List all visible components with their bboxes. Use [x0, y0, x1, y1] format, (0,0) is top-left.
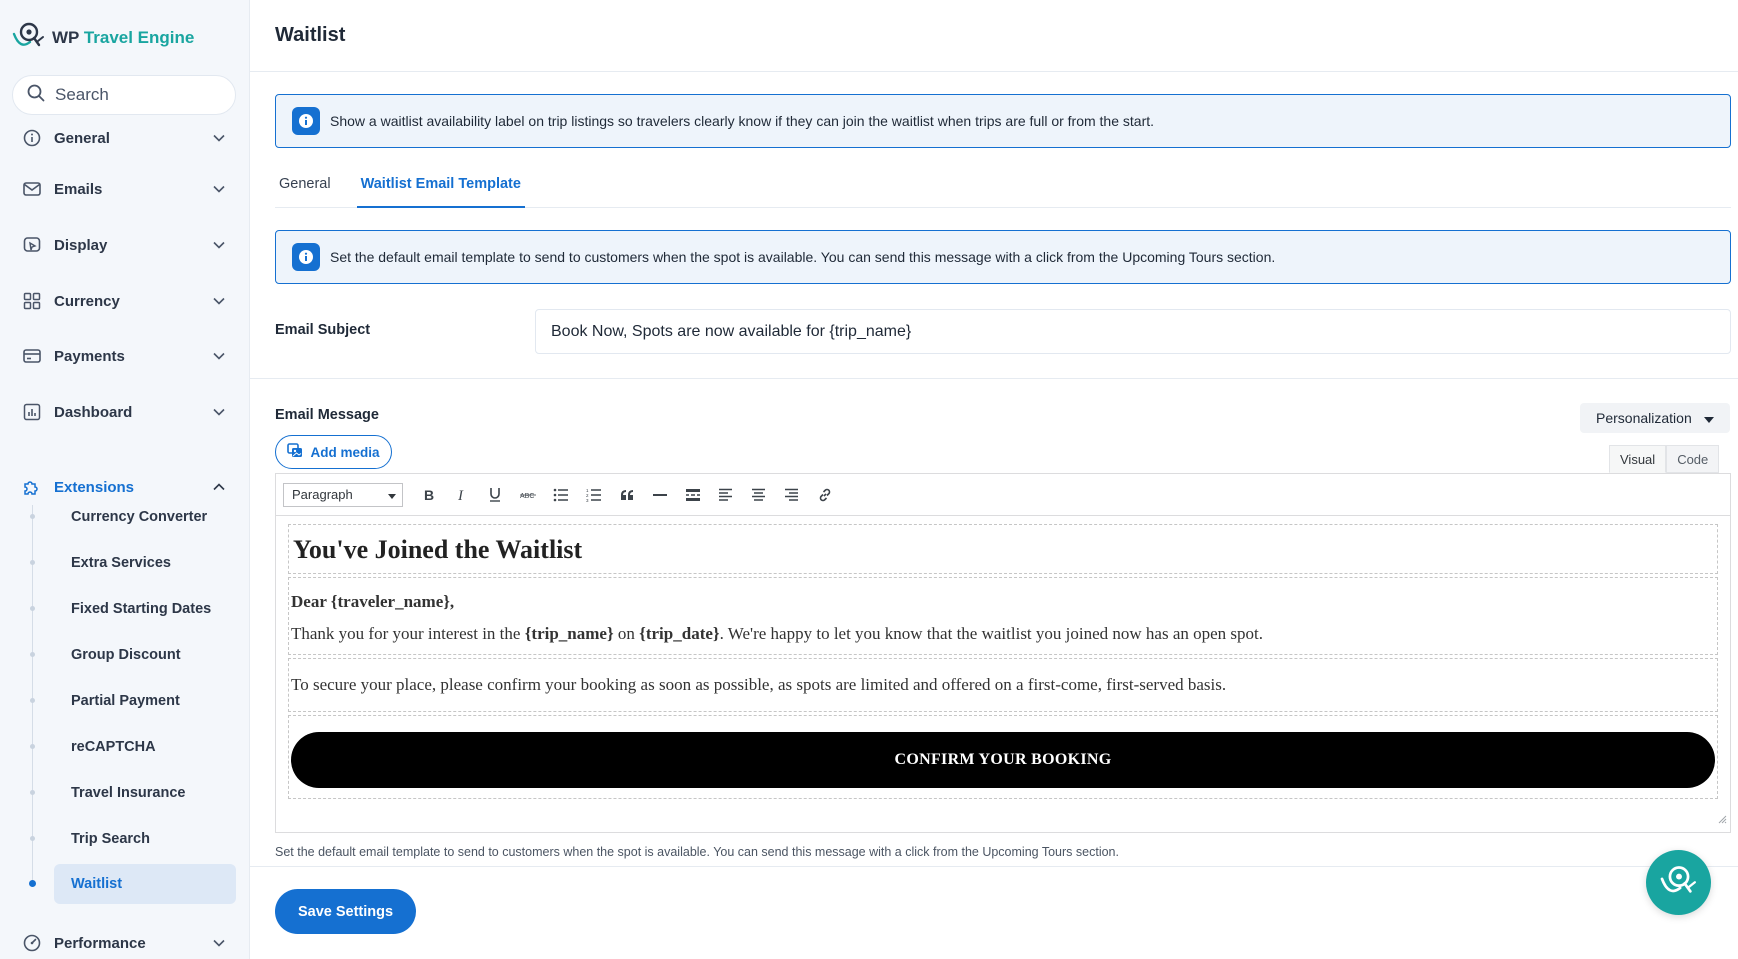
editor-content[interactable] [276, 516, 1730, 832]
sidebar-item-label: Emails [54, 180, 103, 198]
email-intro [291, 618, 1715, 650]
submenu-bullet [30, 836, 35, 841]
submenu-bullet [30, 790, 35, 795]
resize-handle-icon[interactable] [1718, 811, 1727, 829]
sidebar-item-general[interactable] [22, 123, 226, 153]
personalization-label: Personalization [1596, 410, 1692, 426]
tab-code[interactable]: Code [1666, 445, 1719, 473]
submenu-bullet-active [29, 880, 36, 887]
chevron-down-icon [212, 349, 226, 363]
tab-general[interactable]: General [279, 176, 331, 192]
sidebar-item-label: Payments [54, 347, 125, 365]
sidebar-item-label: Display [54, 236, 108, 254]
caret-down-icon [388, 487, 396, 502]
sidebar-item-label: Extensions [54, 478, 135, 496]
bulleted-list-icon[interactable] [547, 481, 574, 508]
tab-visual[interactable]: Visual [1609, 445, 1666, 473]
chevron-down-icon [212, 131, 226, 145]
sidebar-item-display[interactable] [22, 230, 226, 260]
editor-mode-tabs [1609, 445, 1719, 473]
link-icon[interactable] [811, 481, 838, 508]
wp-travel-engine-logo-icon [12, 20, 46, 55]
add-media-label: Add media [310, 444, 380, 460]
add-media-icon [287, 443, 304, 462]
bar-chart-icon [22, 402, 42, 422]
trip-date-tag: {trip_date} [639, 624, 720, 643]
search-input[interactable] [55, 85, 215, 105]
trip-name-tag: {trip_name} [524, 624, 614, 643]
email-intro-block [288, 577, 1718, 655]
italic-icon[interactable] [448, 481, 475, 508]
grid-icon [22, 291, 42, 311]
submenu-bullet [30, 744, 35, 749]
personalization-dropdown[interactable] [1580, 403, 1730, 433]
sidebar-subitem-waitlist[interactable]: Waitlist [54, 864, 236, 904]
sidebar-subitem-partial-payment[interactable]: Partial Payment [71, 693, 180, 709]
blockquote-icon[interactable] [613, 481, 640, 508]
brand-name: Travel Engine [83, 27, 195, 47]
editor-toolbar [276, 474, 1730, 516]
settings-tabs [275, 168, 1731, 208]
travel-engine-logo-icon [1659, 863, 1699, 902]
section-divider [250, 378, 1738, 379]
format-select-value: Paragraph [292, 487, 353, 502]
save-settings-button[interactable]: Save Settings [275, 889, 416, 934]
format-select[interactable] [283, 483, 403, 507]
chevron-down-icon [212, 405, 226, 419]
waitlist-info-notice [275, 94, 1731, 148]
email-greeting [291, 586, 1715, 618]
numbered-list-icon[interactable] [580, 481, 607, 508]
puzzle-icon [22, 477, 42, 497]
sidebar-item-label: General [54, 129, 110, 147]
sidebar-item-payments[interactable] [22, 341, 226, 371]
tab-waitlist-email-template[interactable]: Waitlist Email Template [357, 168, 525, 208]
confirm-booking-button[interactable]: CONFIRM YOUR BOOKING [291, 732, 1715, 788]
sidebar-subitem-fixed-starting-dates[interactable]: Fixed Starting Dates [71, 601, 212, 617]
sidebar-subitem-trip-search[interactable]: Trip Search [71, 831, 150, 847]
intro-text-2: . We're happy to let you know that the waitlist you joined now has an open spot. [719, 624, 1264, 643]
underline-icon[interactable] [481, 481, 508, 508]
sidebar-search[interactable] [12, 75, 236, 115]
chevron-down-icon [212, 936, 226, 950]
gauge-icon [22, 933, 42, 953]
align-right-icon[interactable] [778, 481, 805, 508]
chevron-down-icon [212, 238, 226, 252]
submenu-bullet [30, 606, 35, 611]
sidebar [0, 0, 250, 959]
svg-text:B: B [423, 487, 434, 502]
template-info-notice [275, 230, 1731, 284]
sidebar-item-dashboard[interactable] [22, 397, 226, 427]
align-left-icon[interactable] [712, 481, 739, 508]
read-more-icon[interactable] [679, 481, 706, 508]
submenu-bullet [30, 652, 35, 657]
email-message-help-text: Set the default email template to send to customers when the spot is available. You can send this message with a click from the Upcoming Tours section. [275, 845, 1119, 859]
notice-text: Set the default email template to send to customers when the spot is available. You can send this message with a click from the Upcoming Tours section. [330, 249, 1276, 265]
submenu-bullet [30, 514, 35, 519]
sidebar-item-label: Currency [54, 292, 120, 310]
support-chat-button[interactable] [1646, 850, 1711, 915]
mail-icon [22, 179, 42, 199]
brand-prefix: WP [52, 27, 80, 47]
submenu-bullet [30, 698, 35, 703]
page-header [250, 0, 1738, 72]
chevron-up-icon [212, 480, 226, 494]
notice-text: Show a waitlist availability label on trip listings so travelers clearly know if they can join the waitlist when trips are full or from the start. [330, 113, 1155, 129]
intro-text-on: on [613, 624, 640, 643]
email-cta-block [288, 715, 1718, 799]
sidebar-item-performance[interactable] [22, 928, 226, 958]
align-center-icon[interactable] [745, 481, 772, 508]
email-heading: You've Joined the Waitlist [293, 535, 583, 564]
svg-text:ABC: ABC [519, 492, 534, 500]
svg-text:1: 1 [585, 487, 589, 493]
sidebar-item-label: Performance [54, 934, 146, 952]
info-icon [292, 107, 320, 135]
email-message-editor [275, 473, 1731, 833]
svg-text:I: I [457, 487, 463, 502]
info-icon [292, 243, 320, 271]
strikethrough-icon[interactable] [514, 481, 541, 508]
email-subject-label: Email Subject [275, 322, 371, 338]
search-icon [27, 84, 45, 107]
sidebar-item-emails[interactable] [22, 174, 226, 204]
bold-icon[interactable] [415, 481, 442, 508]
sidebar-item-currency[interactable] [22, 286, 226, 316]
email-message-label: Email Message [275, 407, 379, 423]
sidebar-item-label: Dashboard [54, 403, 133, 421]
svg-text:3: 3 [585, 497, 589, 502]
email-heading-block [288, 524, 1718, 574]
footer-divider [250, 866, 1738, 867]
add-media-button[interactable] [275, 435, 392, 469]
info-circle-icon [22, 128, 42, 148]
chevron-down-icon [212, 294, 226, 308]
sidebar-subitem-currency-converter[interactable]: Currency Converter [71, 509, 208, 525]
sidebar-subitem-extra-services[interactable]: Extra Services [71, 555, 171, 571]
intro-text-1: Thank you for your interest in the [291, 624, 525, 643]
page-title: Waitlist [275, 24, 346, 46]
caret-down-icon [1704, 410, 1714, 426]
greeting-text: Dear {traveler_name}, [291, 592, 455, 611]
sidebar-subitem-group-discount[interactable]: Group Discount [71, 647, 181, 663]
email-secure-text: To secure your place, please confirm your booking as soon as possible, as spots are limited and offered on a first-come, first-served basis. [291, 675, 1227, 694]
chevron-down-icon [212, 182, 226, 196]
horizontal-line-icon[interactable] [646, 481, 673, 508]
logo[interactable] [12, 20, 194, 55]
sidebar-subitem-recaptcha[interactable]: reCAPTCHA [71, 739, 156, 755]
credit-card-icon [22, 346, 42, 366]
sidebar-subitem-travel-insurance[interactable]: Travel Insurance [71, 785, 186, 801]
submenu-bullet [30, 560, 35, 565]
email-secure-block [288, 658, 1718, 712]
svg-text:2: 2 [585, 492, 589, 498]
display-icon [22, 235, 42, 255]
email-subject-input[interactable] [535, 309, 1731, 354]
